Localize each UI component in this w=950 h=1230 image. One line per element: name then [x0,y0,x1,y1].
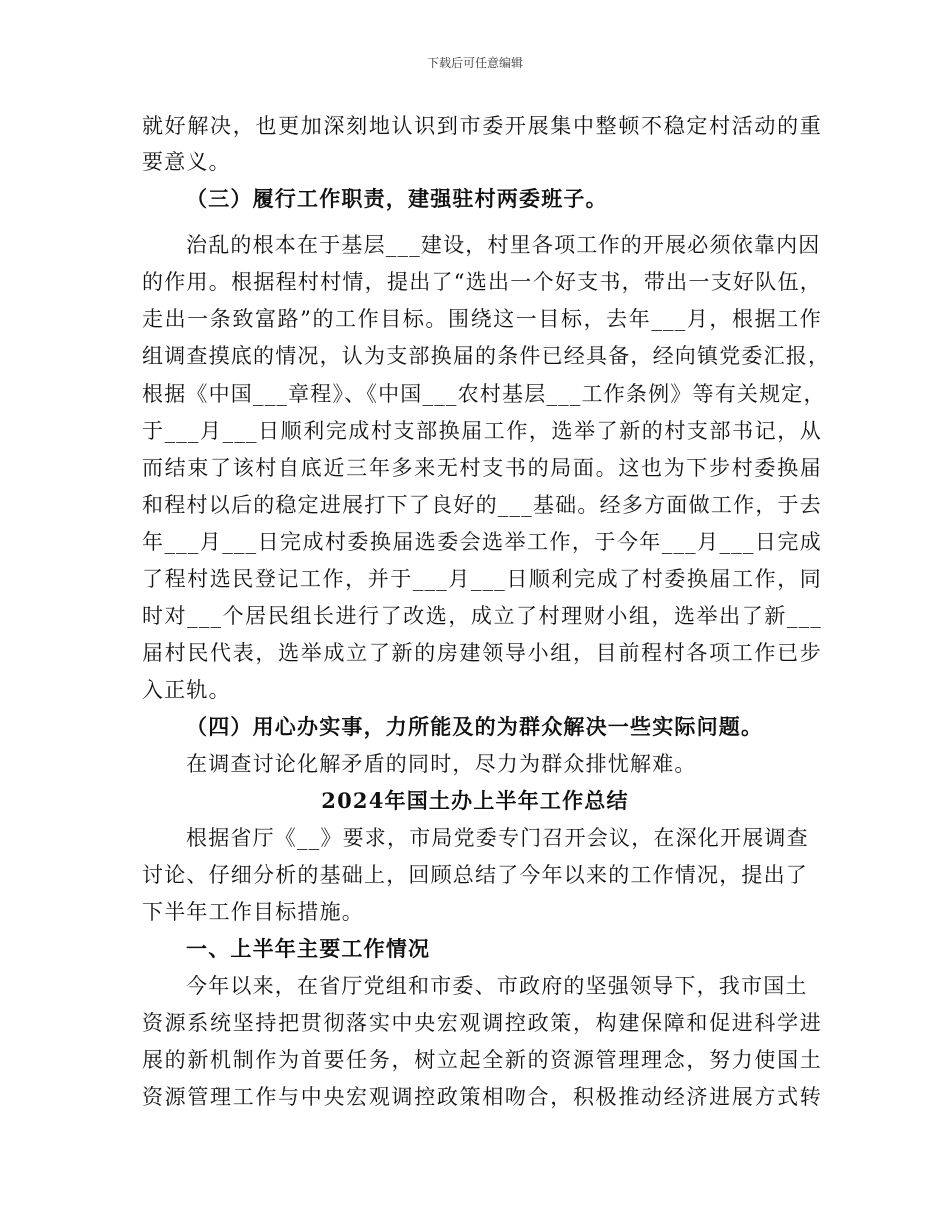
paragraph-line: 走出一条致富路”的工作目标。围绕这一目标，去年___月，根据工作 [142,307,822,331]
paragraph-line: 讨论、仔细分析的基础上，回顾总结了今年以来的工作情况，提出了 [142,863,808,887]
paragraph-line: 根据《中国___章程》、《中国___农村基层___工作条例》等有关规定， [142,382,826,406]
paragraph-line: 入正轨。 [142,678,231,702]
paragraph-line: 根据省厅《__》要求，市局党委专门召开会议，在深化开展调查 [186,826,809,850]
paragraph-line: 下半年工作目标措施。 [142,900,364,924]
paragraph-line: 资源系统坚持把贯彻落实中央宏观调控政策，构建保障和促进科学进 [142,1011,822,1035]
paragraph-line: 就好解决，也更加深刻地认识到市委开展集中整顿不稳定村活动的重 [142,114,822,138]
paragraph-line: 于___月___日顺利完成村支部换届工作，选举了新的村支部书记，从 [142,419,822,443]
paragraph-line: 的作用。根据程村村情，提出了“选出一个好支书，带出一支好队伍， [142,270,822,294]
paragraph-line: 届村民代表，选举成立了新的房建领导小组，目前程村各项工作已步 [142,641,822,665]
paragraph-line: 在调查讨论化解矛盾的同时，尽力为群众排忧解难。 [186,752,697,776]
paragraph-line: 时对___个居民组长进行了改选，成立了村理财小组，选举出了新___ [142,604,822,628]
paragraph-line: 年___月___日完成村委换届选委会选举工作，于今年___月___日完成 [142,530,822,554]
paragraph-line: 展的新机制作为首要任务，树立起全新的资源管理理念，努力使国土 [142,1048,822,1072]
paragraph-line: 要意义。 [142,150,231,174]
paragraph-line: 和程村以后的稳定进展打下了良好的___基础。经多方面做工作，于去 [142,493,822,517]
section-heading: （三）履行工作职责，建强驻村两委班子。 [186,186,608,211]
section-heading: 一、上半年主要工作情况 [186,936,431,961]
paragraph-line: 组调查摸底的情况，认为支部换届的条件已经具备，经向镇党委汇报， [142,344,831,368]
section-heading: （四）用心办实事，力所能及的为群众解决一些实际问题。 [186,714,764,739]
paragraph-line: 今年以来，在省厅党组和市委、市政府的坚强领导下，我市国土 [186,974,808,998]
paragraph-line: 了程村选民登记工作，并于___月___日顺利完成了村委换届工作，同 [142,567,822,591]
document-title: 2024年国土办上半年工作总结 [321,788,629,813]
paragraph-line: 而结束了该村自底近三年多来无村支书的局面。这也为下步村委换届 [142,456,822,480]
paragraph-line: 治乱的根本在于基层___建设，村里各项工作的开展必须依靠内因 [186,233,821,257]
page-header: 下载后可任意编辑 [426,56,523,70]
paragraph-line: 资源管理工作与中央宏观调控政策相吻合，积极推动经济进展方式转 [142,1085,822,1109]
